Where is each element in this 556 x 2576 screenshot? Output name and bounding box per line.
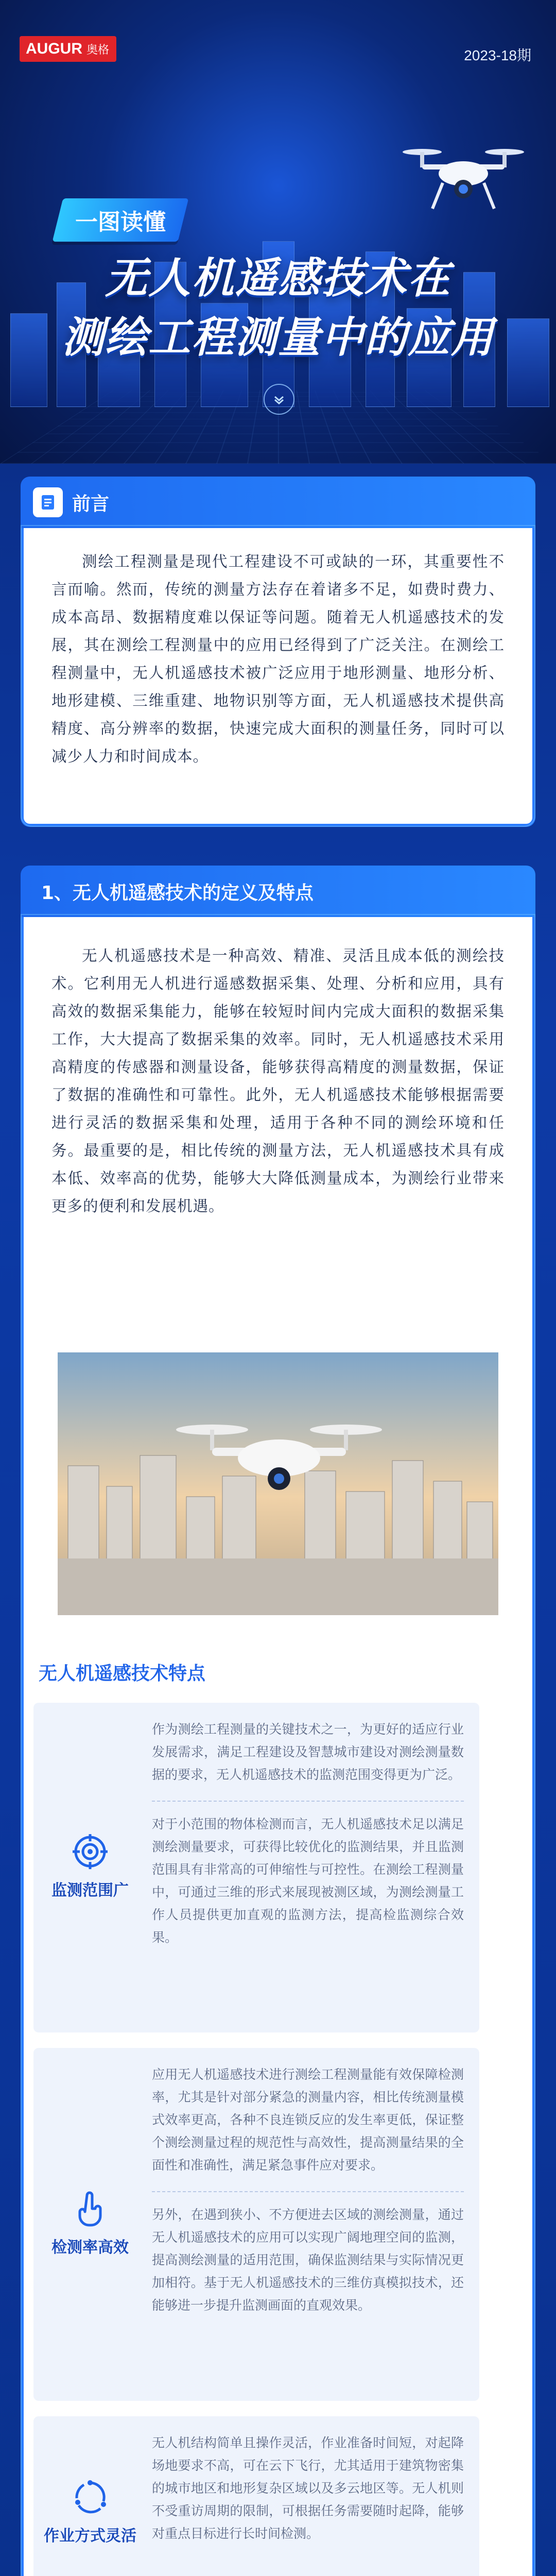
preface-card — [21, 528, 535, 827]
feature-label: 监测范围广 — [51, 1882, 129, 1900]
scroll-down-button[interactable] — [264, 384, 294, 415]
feature-text: 另外，在遇到狭小、不方便进去区域的测绘测量，通过无人机遥感技术的应用可以实现广阔地理空间的监测，提高测绘测量的适用范围，确保监测结果与实际情况更加相符。基于无人机遥感技术的三维仿真模拟技术，还能够进一步提升监测画面的直观效果。 — [152, 2207, 464, 2313]
feature-text: 作为测绘工程测量的关键技术之一，为更好的适应行业发展需求，满足工程建设及智慧城市建设对测绘测量数据的要求，无人机遥感技术的监测范围变得更为广泛。 — [152, 1722, 464, 1782]
feature-card-monitor-range — [33, 1703, 479, 2032]
feature-card-flexible-operation — [33, 2416, 479, 2576]
preface-header — [21, 477, 535, 528]
hero-banner — [0, 0, 556, 464]
section1-text: 无人机遥感技术是一种高效、精准、灵活且成本低的测绘技术。它利用无人机进行遥感数据采集、处理、分析和应用，具有高效的数据采集能力，能够在较短时间内完成大面积的数据采集工作，大大提高了数据采集的效率。同时，无人机遥感技术采用高精度的传感器和测量设备，能够获得高精度的测量数据，保证了数据的准确性和可靠性。此外，无人机遥感技术能够根据需要进行灵活的数据采集和处理，适用于各种不同的测绘环境和任务。最重要的是，相比传统的测量方法，无人机遥感技术具有成本低、效率高的优势，能够大大降低测量成本，为测绘行业带来更多的便利和发展机遇。 — [51, 947, 505, 1215]
feature-text: 对于小范围的物体检测而言，无人机遥感技术足以满足测绘测量要求，可获得比较优化的监测结果，并且监测范围具有非常高的可伸缩性与可控性。在测绘工程测量中，可通过三维的形式来展现被测区域，为测绘测量工作人员提供更加直观的监测方法，提高检监测综合效果。 — [152, 1817, 464, 1945]
preface-text: 测绘工程测量是现代工程建设不可或缺的一环，其重要性不言而喻。然而，传统的测量方法存在着诸多不足，如费时费力、成本高昂、数据精度难以保证等问题。随着无人机遥感技术的发展，其在测绘工程测量中的应用已经得到了广泛关注。在测绘工程测量中，无人机遥感技术被广泛应用于地形测量、地形分析、地形建模、三维重建、地物识别等方面，无人机遥感技术提供高精度、高分辨率的数据，快速完成大面积的测量任务，同时可以减少人力和时间成本。 — [51, 553, 505, 765]
feature-label: 检测率高效 — [51, 2238, 129, 2257]
target-icon — [72, 1833, 109, 1870]
drone-city-photo — [58, 1352, 498, 1615]
feature-text: 应用无人机遥感技术进行测绘工程测量能有效保障检测率，尤其是针对部分紧急的测量内容，相比传统测量模式效率更高，各种不良连锁反应的发生率更低，保证整个测绘测量过程的规范性与高效性，提高测量结果的全面性和准确性，满足紧急事件应对要求。 — [152, 2067, 464, 2173]
augur-logo — [20, 36, 116, 62]
feature-text: 无人机结构简单且操作灵活，作业准备时间短，对起降场地要求不高，可在云下飞行，尤其适用于建筑物密集的城市地区和地形复杂区域以及多云地区等。无人机则不受重访周期的限制，可根据任务需要随时起降，能够对重点目标进行长时间检测。 — [152, 2435, 464, 2541]
cycle-icon — [72, 2479, 109, 2516]
section1-header — [21, 866, 535, 917]
features-title: 无人机遥感技术特点 — [39, 1663, 206, 1684]
logo-cn: 奥格 — [86, 43, 110, 57]
hand-up-icon — [72, 2190, 109, 2227]
document-icon — [33, 487, 63, 517]
page-title-line1: 无人机遥感技术在 — [105, 254, 451, 303]
logo-text: AUGUR — [26, 40, 82, 57]
issue-number: 2023-18期 — [464, 47, 531, 63]
feature-card-detection-efficiency — [33, 2048, 479, 2401]
hero-tag: 一图读懂 — [53, 198, 189, 242]
feature-label: 作业方式灵活 — [44, 2527, 136, 2545]
page-title-line2: 测绘工程测量中的应用 — [62, 313, 494, 362]
section1-heading: 1、无人机遥感技术的定义及特点 — [41, 882, 314, 904]
chevron-down-icon — [272, 393, 286, 406]
drone-icon — [402, 131, 525, 219]
preface-heading: 前言 — [72, 493, 110, 515]
